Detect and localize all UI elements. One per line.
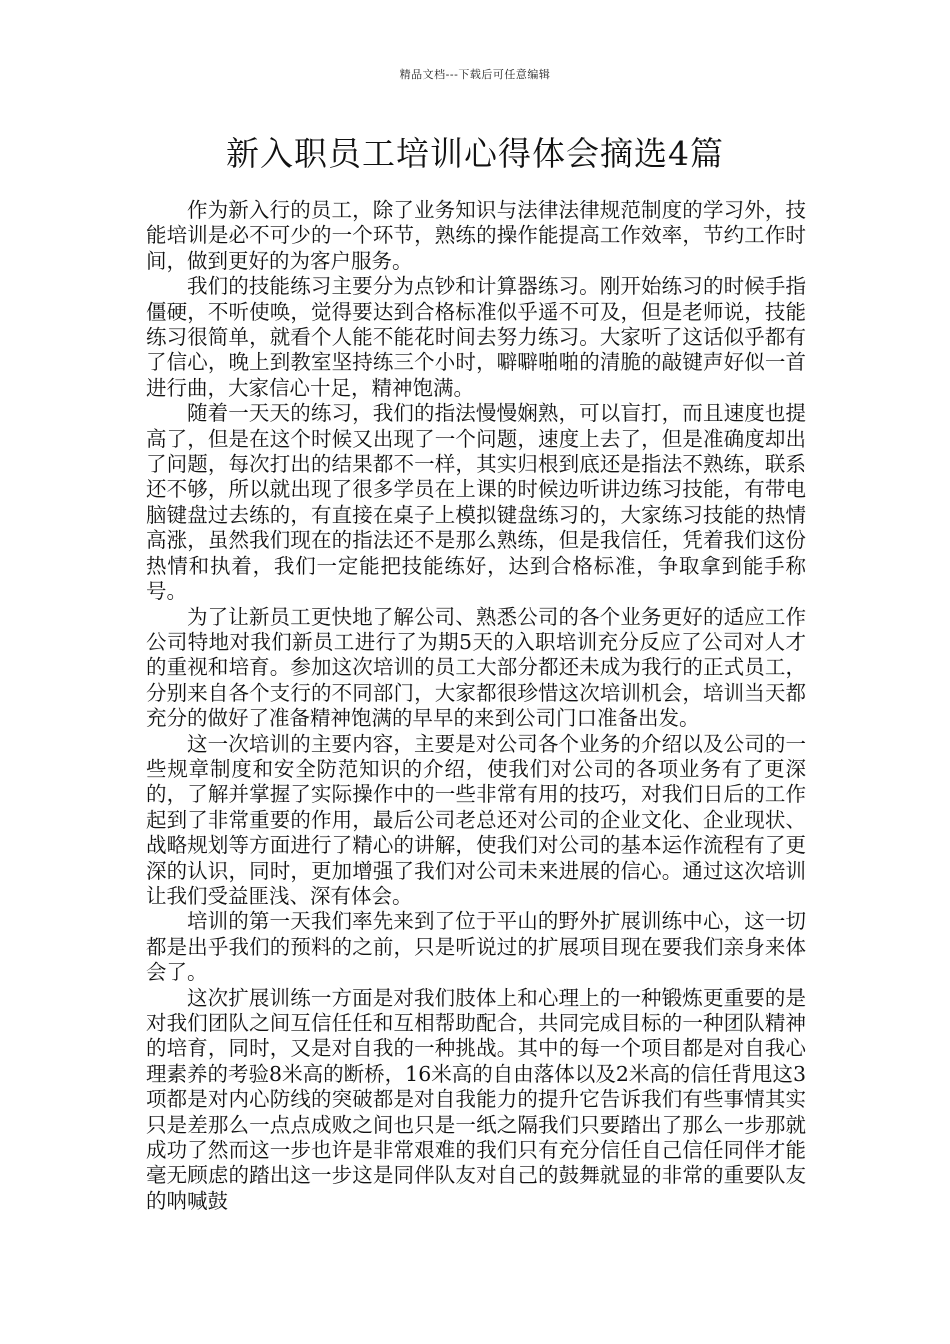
paragraph: 这次扩展训练一方面是对我们肢体上和心理上的一种锻炼更重要的是对我们团队之间互信任任和互相帮助配合，共同完成目标的一种团队精神的培育，同时，又是对自我的一种挑战。其中的每一个项目都是对自我心理素养的考验8米高的断桥，16米高的自由落体以及2米高的信任背甩这3项都是对内心防线的突破都是对自我能力的提升它告诉我们有些事情其实只是差那么一点点成败之间也只是一纸之隔我们只要踏出了那么一步那就成功了然而这一步也许是非常艰难的我们只有充分信任自己信任同伴才能毫无顾虑的踏出这一步这是同伴队友对自己的鼓舞就显的非常的重要队友的呐喊鼓 bbox=[146, 985, 806, 1213]
paragraph: 作为新入行的员工，除了业务知识与法律法律规范制度的学习外，技能培训是必不可少的一个环节，熟练的操作能提高工作效率，节约工作时间，做到更好的为客户服务。 bbox=[146, 198, 806, 273]
paragraph: 为了让新员工更快地了解公司、熟悉公司的各个业务更好的适应工作公司特地对我们新员工进行了为期5天的入职培训充分反应了公司对人才的重视和培育。参加这次培训的员工大部分都还未成为我行的正式员工，分别来自各个支行的不同部门，大家都很珍惜这次培训机会，培训当天都充分的做好了准备精神饱满的早早的来到公司门口准备出发。 bbox=[146, 604, 806, 731]
paragraph: 这一次培训的主要内容，主要是对公司各个业务的介绍以及公司的一些规章制度和安全防范知识的介绍，使我们对公司的各项业务有了更深的，了解并掌握了实际操作中的一些非常有用的技巧，对我们日后的工作起到了非常重要的作用，最后公司老总还对公司的企业文化、企业现状、战略规划等方面进行了精心的讲解，使我们对公司的基本运作流程有了更深的认识，同时，更加增强了我们对公司未来进展的信心。通过这次培训让我们受益匪浅、深有体会。 bbox=[146, 731, 806, 908]
document-body bbox=[146, 198, 806, 1214]
paragraph: 随着一天天的练习，我们的指法慢慢娴熟，可以盲打，而且速度也提高了，但是在这个时候又出现了一个问题，速度上去了，但是准确度却出了问题，每次打出的结果都不一样，其实归根到底还是指法不熟练，联系还不够，所以就出现了很多学员在上课的时候边听讲边练习技能，有带电脑键盘过去练的，有直接在桌子上模拟键盘练习的，大家练习技能的热情高涨，虽然我们现在的指法还不是那么熟练，但是我信任，凭着我们这份热情和执着，我们一定能把技能练好，达到合格标准，争取拿到能手称号。 bbox=[146, 401, 806, 604]
paragraph: 我们的技能练习主要分为点钞和计算器练习。刚开始练习的时候手指僵硬，不听使唤，觉得要达到合格标准似乎遥不可及，但是老师说，技能练习很简单，就看个人能不能花时间去努力练习。大家听了这话似乎都有了信心，晚上到教室坚持练三个小时，噼噼啪啪的清脆的敲键声好似一首进行曲，大家信心十足，精神饱满。 bbox=[146, 274, 806, 400]
document-title: 新入职员工培训心得体会摘选4篇 bbox=[226, 134, 724, 173]
header-note: 精品文档---下载后可任意编辑 bbox=[399, 68, 551, 81]
paragraph: 培训的第一天我们率先来到了位于平山的野外扩展训练中心，这一切都是出乎我们的预料的之前，只是听说过的扩展项目现在要我们亲身来体会了。 bbox=[146, 909, 806, 985]
